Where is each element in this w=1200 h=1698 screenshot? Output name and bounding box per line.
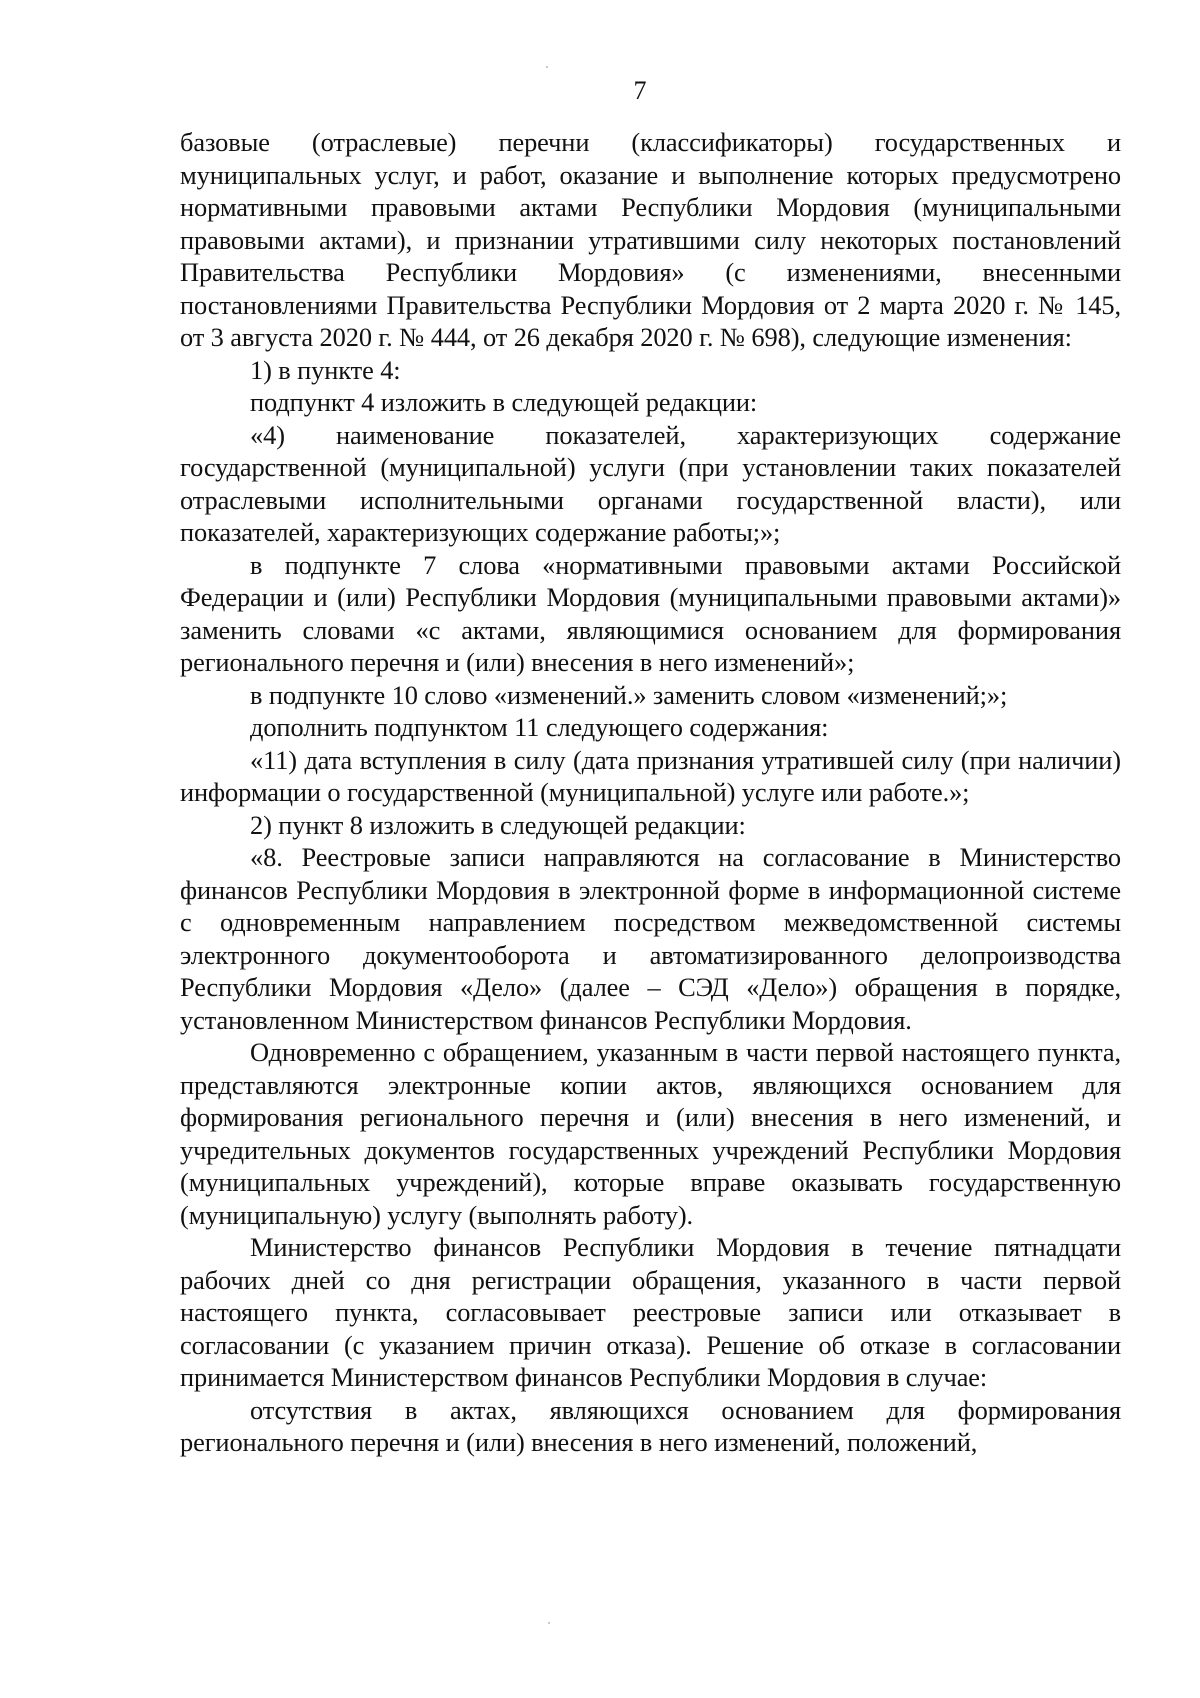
scan-speck	[546, 66, 548, 68]
paragraph: «8. Реестровые записи направляются на согласование в Министерство финансов Республики Мордовия в электронной форме в информационной системе с одновременным направлением посредством межведомственной системы электронного документооборота и автоматизированного делопроизводства Республики Мордовия «Дело» (далее – СЭД «Дело») обращения в порядке, установленном Министерством финансов Республики Мордовия.	[180, 842, 1121, 1035]
paragraph: «11) дата вступления в силу (дата признания утратившей силу (при наличии) информации о государственной (муниципальной) услуге или работе.»;	[180, 744, 1121, 807]
paragraph: 1) в пункте 4:	[250, 354, 401, 385]
paragraph: в подпункте 10 слово «изменений.» заменить словом «изменений;»;	[250, 679, 1008, 710]
paragraph: 2) пункт 8 изложить в следующей редакции:	[250, 809, 746, 840]
document-body	[180, 126, 1121, 1459]
page-number: 7	[633, 76, 647, 105]
paragraph: в подпункте 7 слова «нормативными правовыми актами Российской Федерации и (или) Республики Мордовия (муниципальными правовыми актами)» заменить словами «с актами, являющимися основанием для формирования регионального перечня и (или) внесения в него изменений»;	[180, 549, 1121, 677]
paragraph: Одновременно с обращением, указанным в части первой настоящего пункта, представляются электронные копии актов, являющихся основанием для формирования регионального перечня и (или) внесения в него изменений, и учредительных документов государственных учреждений Республики Мордовия (муниципальных учреждений), которые вправе оказывать государственную (муниципальную) услугу (выполнять работу).	[180, 1037, 1121, 1230]
paragraph: отсутствия в актах, являющихся основанием для формирования регионального перечня и (или) внесения в него изменений, положений,	[180, 1394, 1121, 1457]
paragraph: базовые (отраслевые) перечни (классификаторы) государственных и муниципальных услуг, и работ, оказание и выполнение которых предусмотрено нормативными правовыми актами Республики Мордовия (муниципальными правовыми актами), и признании утратившими силу некоторых постановлений Правительства Республики Мордовия» (с изменениями, внесенными постановлениями Правительства Республики Мордовия от 2 марта 2020 г. № 145, от 3 августа 2020 г. № 444, от 26 декабря 2020 г. № 698), следующие изменения:	[180, 127, 1121, 352]
paragraph: Министерство финансов Республики Мордовия в течение пятнадцати рабочих дней со дня регистрации обращения, указанного в части первой настоящего пункта, согласовывает реестровые записи или отказывает в согласовании (с указанием причин отказа). Решение об отказе в согласовании принимается Министерством финансов Республики Мордовия в случае:	[180, 1232, 1121, 1392]
scan-speck	[548, 1622, 550, 1624]
paragraph: «4) наименование показателей, характеризующих содержание государственной (муниципальной) услуги (при установлении таких показателей отраслевыми исполнительными органами государственной власти), или показателей, характеризующих содержание работы;»;	[180, 419, 1121, 547]
paragraph: подпункт 4 изложить в следующей редакции:	[250, 387, 758, 417]
paragraph: дополнить подпунктом 11 следующего содержания:	[250, 712, 829, 742]
